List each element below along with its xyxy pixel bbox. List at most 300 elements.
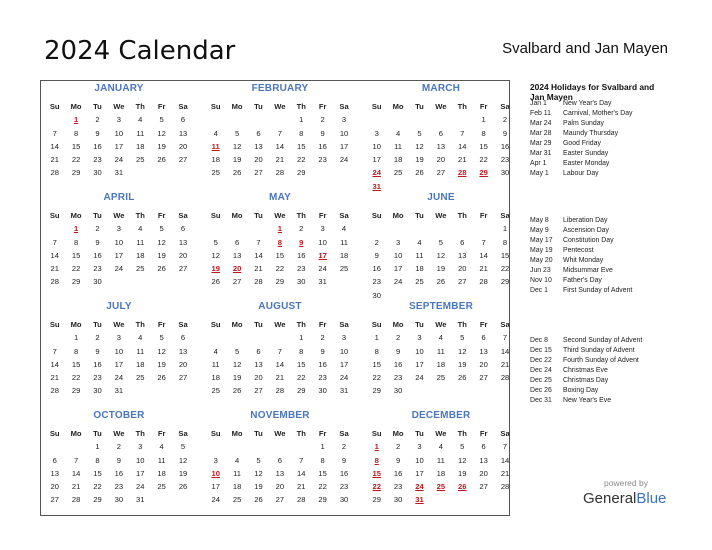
day-cell[interactable]: 18 xyxy=(136,250,145,260)
day-cell[interactable]: 22 xyxy=(71,155,81,165)
day-cell[interactable]: 4 xyxy=(213,346,218,356)
day-cell[interactable]: 23 xyxy=(93,264,102,274)
day-cell[interactable]: 16 xyxy=(339,468,349,478)
day-cell[interactable]: 20 xyxy=(254,373,263,383)
day-cell[interactable]: 4 xyxy=(138,224,143,234)
day-cell[interactable]: 27 xyxy=(178,264,188,274)
day-cell[interactable]: 13 xyxy=(436,141,446,151)
day-cell[interactable]: 21 xyxy=(500,468,510,478)
day-cell[interactable]: 22 xyxy=(297,155,306,165)
holiday-day-cell[interactable]: 31 xyxy=(372,181,381,191)
day-cell[interactable]: 26 xyxy=(157,264,166,274)
day-cell[interactable]: 28 xyxy=(479,277,488,287)
day-cell[interactable]: 17 xyxy=(372,155,381,165)
day-cell[interactable]: 14 xyxy=(500,346,510,356)
day-cell[interactable]: 15 xyxy=(275,250,285,260)
day-cell[interactable]: 5 xyxy=(159,115,164,125)
day-cell[interactable]: 13 xyxy=(254,141,263,151)
day-cell[interactable]: 27 xyxy=(479,482,488,492)
day-cell[interactable]: 20 xyxy=(178,250,188,260)
day-cell[interactable]: 16 xyxy=(93,141,102,151)
day-cell[interactable]: 20 xyxy=(479,468,488,478)
day-cell[interactable]: 29 xyxy=(372,386,381,396)
day-cell[interactable]: 10 xyxy=(114,237,124,247)
day-cell[interactable]: 8 xyxy=(73,237,79,247)
day-cell[interactable]: 3 xyxy=(417,442,422,452)
day-cell[interactable]: 7 xyxy=(502,442,508,452)
day-cell[interactable]: 27 xyxy=(254,386,263,396)
day-cell[interactable]: 5 xyxy=(234,128,240,138)
day-cell[interactable]: 24 xyxy=(114,373,124,383)
day-cell[interactable]: 30 xyxy=(372,290,381,300)
day-cell[interactable]: 25 xyxy=(339,264,349,274)
day-cell[interactable]: 4 xyxy=(438,442,443,452)
holiday-day-cell[interactable]: 8 xyxy=(374,455,379,465)
holiday-day-cell[interactable]: 9 xyxy=(299,237,304,247)
day-cell[interactable]: 16 xyxy=(297,250,306,260)
day-cell[interactable]: 6 xyxy=(438,128,443,138)
day-cell[interactable]: 4 xyxy=(234,455,240,465)
day-cell[interactable]: 6 xyxy=(256,128,261,138)
day-cell[interactable]: 8 xyxy=(73,128,79,138)
day-cell[interactable]: 20 xyxy=(50,482,59,492)
day-cell[interactable]: 10 xyxy=(415,346,424,356)
day-cell[interactable]: 8 xyxy=(481,128,486,138)
day-cell[interactable]: 2 xyxy=(299,224,304,234)
day-cell[interactable]: 8 xyxy=(320,455,325,465)
day-cell[interactable]: 25 xyxy=(436,373,446,383)
day-cell[interactable]: 23 xyxy=(93,155,102,165)
day-cell[interactable]: 17 xyxy=(136,468,145,478)
day-cell[interactable]: 21 xyxy=(297,482,306,492)
day-cell[interactable]: 6 xyxy=(234,237,240,247)
day-cell[interactable]: 14 xyxy=(297,468,306,478)
day-cell[interactable]: 12 xyxy=(232,141,242,151)
day-cell[interactable]: 21 xyxy=(254,264,263,274)
day-cell[interactable]: 26 xyxy=(211,277,220,287)
day-cell[interactable]: 29 xyxy=(71,277,81,287)
day-cell[interactable]: 30 xyxy=(114,495,124,505)
day-cell[interactable]: 28 xyxy=(71,495,81,505)
day-cell[interactable]: 13 xyxy=(178,346,188,356)
day-cell[interactable]: 13 xyxy=(232,250,242,260)
day-cell[interactable]: 2 xyxy=(95,333,100,343)
day-cell[interactable]: 11 xyxy=(211,359,220,369)
day-cell[interactable]: 31 xyxy=(339,386,349,396)
day-cell[interactable]: 22 xyxy=(372,373,381,383)
day-cell[interactable]: 4 xyxy=(395,128,401,138)
day-cell[interactable]: 11 xyxy=(233,468,242,478)
day-cell[interactable]: 30 xyxy=(93,386,102,396)
day-cell[interactable]: 23 xyxy=(500,155,510,165)
day-cell[interactable]: 9 xyxy=(95,237,100,247)
day-cell[interactable]: 18 xyxy=(436,359,446,369)
day-cell[interactable]: 28 xyxy=(50,386,59,396)
day-cell[interactable]: 13 xyxy=(275,468,285,478)
day-cell[interactable]: 25 xyxy=(136,264,145,274)
day-cell[interactable]: 16 xyxy=(393,359,403,369)
day-cell[interactable]: 5 xyxy=(460,442,465,452)
day-cell[interactable]: 28 xyxy=(500,373,510,383)
day-cell[interactable]: 25 xyxy=(211,386,220,396)
day-cell[interactable]: 12 xyxy=(157,346,166,356)
holiday-day-cell[interactable]: 17 xyxy=(318,250,327,260)
day-cell[interactable]: 26 xyxy=(436,277,446,287)
day-cell[interactable]: 9 xyxy=(395,346,401,356)
day-cell[interactable]: 10 xyxy=(339,128,349,138)
day-cell[interactable]: 2 xyxy=(502,115,508,125)
day-cell[interactable]: 27 xyxy=(232,277,242,287)
day-cell[interactable]: 23 xyxy=(393,373,403,383)
day-cell[interactable]: 9 xyxy=(502,128,508,138)
day-cell[interactable]: 27 xyxy=(458,277,467,287)
day-cell[interactable]: 22 xyxy=(479,155,488,165)
day-cell[interactable]: 5 xyxy=(234,346,240,356)
day-cell[interactable]: 3 xyxy=(138,442,143,452)
day-cell[interactable]: 21 xyxy=(50,373,59,383)
day-cell[interactable]: 12 xyxy=(436,250,446,260)
day-cell[interactable]: 4 xyxy=(417,237,422,247)
day-cell[interactable]: 21 xyxy=(275,373,285,383)
day-cell[interactable]: 29 xyxy=(71,386,81,396)
day-cell[interactable]: 25 xyxy=(232,495,242,505)
day-cell[interactable]: 8 xyxy=(299,346,304,356)
day-cell[interactable]: 26 xyxy=(232,168,242,178)
day-cell[interactable]: 1 xyxy=(374,333,379,343)
day-cell[interactable]: 6 xyxy=(481,333,486,343)
day-cell[interactable]: 17 xyxy=(114,359,124,369)
day-cell[interactable]: 7 xyxy=(73,455,79,465)
holiday-day-cell[interactable]: 20 xyxy=(232,264,242,274)
day-cell[interactable]: 3 xyxy=(341,115,347,125)
day-cell[interactable]: 12 xyxy=(157,237,166,247)
day-cell[interactable]: 12 xyxy=(458,455,467,465)
day-cell[interactable]: 6 xyxy=(481,442,486,452)
day-cell[interactable]: 7 xyxy=(277,346,282,356)
day-cell[interactable]: 21 xyxy=(275,155,285,165)
day-cell[interactable]: 22 xyxy=(71,373,81,383)
day-cell[interactable]: 16 xyxy=(93,359,102,369)
day-cell[interactable]: 17 xyxy=(211,482,220,492)
day-cell[interactable]: 26 xyxy=(178,482,188,492)
day-cell[interactable]: 27 xyxy=(254,168,263,178)
day-cell[interactable]: 21 xyxy=(479,264,488,274)
day-cell[interactable]: 14 xyxy=(479,250,488,260)
day-cell[interactable]: 28 xyxy=(275,168,285,178)
day-cell[interactable]: 21 xyxy=(458,155,467,165)
day-cell[interactable]: 24 xyxy=(339,155,349,165)
day-cell[interactable]: 29 xyxy=(297,168,306,178)
holiday-day-cell[interactable]: 31 xyxy=(415,495,424,505)
day-cell[interactable]: 16 xyxy=(372,264,381,274)
day-cell[interactable]: 14 xyxy=(275,359,285,369)
day-cell[interactable]: 2 xyxy=(395,333,401,343)
day-cell[interactable]: 11 xyxy=(340,237,348,247)
day-cell[interactable]: 3 xyxy=(116,115,121,125)
day-cell[interactable]: 30 xyxy=(318,386,327,396)
day-cell[interactable]: 2 xyxy=(95,224,100,234)
day-cell[interactable]: 13 xyxy=(458,250,467,260)
day-cell[interactable]: 18 xyxy=(157,468,166,478)
day-cell[interactable]: 30 xyxy=(339,495,349,505)
day-cell[interactable]: 2 xyxy=(374,237,379,247)
day-cell[interactable]: 26 xyxy=(232,386,242,396)
day-cell[interactable]: 4 xyxy=(138,333,143,343)
day-cell[interactable]: 3 xyxy=(213,455,218,465)
holiday-day-cell[interactable]: 28 xyxy=(458,168,467,178)
day-cell[interactable]: 1 xyxy=(299,115,304,125)
day-cell[interactable]: 11 xyxy=(394,141,403,151)
day-cell[interactable]: 22 xyxy=(318,482,327,492)
day-cell[interactable]: 1 xyxy=(481,115,486,125)
day-cell[interactable]: 12 xyxy=(254,468,263,478)
day-cell[interactable]: 6 xyxy=(180,115,186,125)
day-cell[interactable]: 14 xyxy=(50,359,59,369)
day-cell[interactable]: 18 xyxy=(211,155,220,165)
day-cell[interactable]: 16 xyxy=(114,468,124,478)
day-cell[interactable]: 28 xyxy=(254,277,263,287)
day-cell[interactable]: 31 xyxy=(114,386,124,396)
holiday-day-cell[interactable]: 1 xyxy=(374,442,379,452)
day-cell[interactable]: 28 xyxy=(500,482,510,492)
day-cell[interactable]: 20 xyxy=(458,264,467,274)
day-cell[interactable]: 13 xyxy=(50,468,59,478)
day-cell[interactable]: 19 xyxy=(232,155,242,165)
day-cell[interactable]: 30 xyxy=(93,168,102,178)
day-cell[interactable]: 15 xyxy=(71,359,81,369)
day-cell[interactable]: 15 xyxy=(479,141,488,151)
holiday-day-cell[interactable]: 1 xyxy=(277,224,282,234)
day-cell[interactable]: 7 xyxy=(52,346,57,356)
day-cell[interactable]: 27 xyxy=(436,168,446,178)
day-cell[interactable]: 10 xyxy=(339,346,349,356)
day-cell[interactable]: 19 xyxy=(458,359,467,369)
day-cell[interactable]: 22 xyxy=(297,373,306,383)
day-cell[interactable]: 24 xyxy=(339,373,349,383)
day-cell[interactable]: 10 xyxy=(114,346,124,356)
day-cell[interactable]: 19 xyxy=(157,359,166,369)
day-cell[interactable]: 14 xyxy=(50,250,59,260)
day-cell[interactable]: 29 xyxy=(318,495,327,505)
day-cell[interactable]: 7 xyxy=(481,237,486,247)
day-cell[interactable]: 27 xyxy=(275,495,285,505)
day-cell[interactable]: 21 xyxy=(50,264,59,274)
day-cell[interactable]: 11 xyxy=(136,346,145,356)
day-cell[interactable]: 6 xyxy=(256,346,261,356)
day-cell[interactable]: 23 xyxy=(339,482,349,492)
day-cell[interactable]: 6 xyxy=(180,333,186,343)
day-cell[interactable]: 7 xyxy=(52,128,57,138)
day-cell[interactable]: 9 xyxy=(95,346,100,356)
day-cell[interactable]: 30 xyxy=(393,495,403,505)
day-cell[interactable]: 15 xyxy=(71,250,81,260)
day-cell[interactable]: 5 xyxy=(460,333,465,343)
holiday-day-cell[interactable]: 15 xyxy=(372,468,381,478)
day-cell[interactable]: 17 xyxy=(114,141,124,151)
day-cell[interactable]: 9 xyxy=(341,455,347,465)
day-cell[interactable]: 24 xyxy=(318,264,327,274)
day-cell[interactable]: 3 xyxy=(320,224,325,234)
day-cell[interactable]: 28 xyxy=(50,168,59,178)
day-cell[interactable]: 8 xyxy=(374,346,379,356)
day-cell[interactable]: 27 xyxy=(178,155,188,165)
day-cell[interactable]: 26 xyxy=(157,155,166,165)
holiday-day-cell[interactable]: 10 xyxy=(211,468,220,478)
day-cell[interactable]: 12 xyxy=(415,141,424,151)
day-cell[interactable]: 26 xyxy=(157,373,166,383)
day-cell[interactable]: 19 xyxy=(458,468,467,478)
day-cell[interactable]: 7 xyxy=(299,455,304,465)
day-cell[interactable]: 29 xyxy=(297,386,306,396)
day-cell[interactable]: 22 xyxy=(93,482,102,492)
day-cell[interactable]: 25 xyxy=(211,168,220,178)
day-cell[interactable]: 11 xyxy=(136,128,145,138)
day-cell[interactable]: 19 xyxy=(436,264,446,274)
day-cell[interactable]: 7 xyxy=(502,333,508,343)
day-cell[interactable]: 21 xyxy=(500,359,510,369)
day-cell[interactable]: 21 xyxy=(71,482,81,492)
day-cell[interactable]: 29 xyxy=(500,277,510,287)
day-cell[interactable]: 5 xyxy=(417,128,422,138)
day-cell[interactable]: 30 xyxy=(500,168,510,178)
day-cell[interactable]: 1 xyxy=(299,333,304,343)
day-cell[interactable]: 22 xyxy=(275,264,285,274)
day-cell[interactable]: 27 xyxy=(479,373,488,383)
day-cell[interactable]: 7 xyxy=(256,237,261,247)
day-cell[interactable]: 31 xyxy=(136,495,145,505)
day-cell[interactable]: 6 xyxy=(180,224,186,234)
day-cell[interactable]: 12 xyxy=(458,346,467,356)
day-cell[interactable]: 20 xyxy=(254,155,263,165)
holiday-day-cell[interactable]: 24 xyxy=(372,168,381,178)
holiday-day-cell[interactable]: 1 xyxy=(73,115,79,125)
day-cell[interactable]: 4 xyxy=(138,115,143,125)
day-cell[interactable]: 8 xyxy=(73,346,79,356)
holiday-day-cell[interactable]: 25 xyxy=(436,482,446,492)
day-cell[interactable]: 20 xyxy=(479,359,488,369)
day-cell[interactable]: 2 xyxy=(320,115,325,125)
day-cell[interactable]: 9 xyxy=(320,128,325,138)
day-cell[interactable]: 18 xyxy=(136,141,145,151)
holiday-day-cell[interactable]: 26 xyxy=(458,482,467,492)
day-cell[interactable]: 14 xyxy=(458,141,467,151)
holiday-day-cell[interactable]: 19 xyxy=(211,264,220,274)
day-cell[interactable]: 3 xyxy=(341,333,347,343)
day-cell[interactable]: 14 xyxy=(71,468,81,478)
day-cell[interactable]: 20 xyxy=(275,482,285,492)
day-cell[interactable]: 9 xyxy=(116,455,121,465)
day-cell[interactable]: 22 xyxy=(71,264,81,274)
day-cell[interactable]: 5 xyxy=(159,224,164,234)
day-cell[interactable]: 18 xyxy=(232,482,242,492)
day-cell[interactable]: 19 xyxy=(178,468,188,478)
day-cell[interactable]: 13 xyxy=(254,359,263,369)
day-cell[interactable]: 22 xyxy=(500,264,510,274)
day-cell[interactable]: 20 xyxy=(178,141,188,151)
day-cell[interactable]: 30 xyxy=(93,277,102,287)
day-cell[interactable]: 24 xyxy=(114,264,124,274)
day-cell[interactable]: 9 xyxy=(95,128,100,138)
day-cell[interactable]: 9 xyxy=(374,250,379,260)
day-cell[interactable]: 24 xyxy=(415,373,424,383)
day-cell[interactable]: 2 xyxy=(95,115,100,125)
day-cell[interactable]: 30 xyxy=(297,277,306,287)
day-cell[interactable]: 11 xyxy=(436,346,445,356)
holiday-day-cell[interactable]: 11 xyxy=(211,141,220,151)
day-cell[interactable]: 13 xyxy=(178,128,188,138)
day-cell[interactable]: 14 xyxy=(275,141,285,151)
day-cell[interactable]: 10 xyxy=(415,455,424,465)
day-cell[interactable]: 11 xyxy=(436,455,445,465)
day-cell[interactable]: 24 xyxy=(136,482,145,492)
day-cell[interactable]: 10 xyxy=(372,141,381,151)
day-cell[interactable]: 10 xyxy=(318,237,327,247)
day-cell[interactable]: 18 xyxy=(393,155,403,165)
day-cell[interactable]: 23 xyxy=(318,373,327,383)
day-cell[interactable]: 26 xyxy=(458,373,467,383)
day-cell[interactable]: 23 xyxy=(297,264,306,274)
day-cell[interactable]: 3 xyxy=(116,333,121,343)
day-cell[interactable]: 15 xyxy=(500,250,510,260)
day-cell[interactable]: 18 xyxy=(436,468,446,478)
day-cell[interactable]: 25 xyxy=(157,482,166,492)
day-cell[interactable]: 21 xyxy=(50,155,59,165)
day-cell[interactable]: 29 xyxy=(71,168,81,178)
day-cell[interactable]: 11 xyxy=(136,237,145,247)
day-cell[interactable]: 14 xyxy=(500,455,510,465)
day-cell[interactable]: 11 xyxy=(157,455,166,465)
day-cell[interactable]: 29 xyxy=(372,495,381,505)
day-cell[interactable]: 25 xyxy=(136,155,145,165)
day-cell[interactable]: 17 xyxy=(339,141,349,151)
generalblue-logo[interactable] xyxy=(583,490,666,507)
day-cell[interactable]: 7 xyxy=(277,128,282,138)
day-cell[interactable]: 28 xyxy=(275,386,285,396)
day-cell[interactable]: 31 xyxy=(318,277,327,287)
day-cell[interactable]: 1 xyxy=(95,442,100,452)
day-cell[interactable]: 2 xyxy=(320,333,325,343)
day-cell[interactable]: 1 xyxy=(320,442,325,452)
day-cell[interactable]: 16 xyxy=(500,141,510,151)
day-cell[interactable]: 23 xyxy=(372,277,381,287)
day-cell[interactable]: 17 xyxy=(393,264,403,274)
day-cell[interactable]: 12 xyxy=(211,250,220,260)
day-cell[interactable]: 28 xyxy=(297,495,306,505)
holiday-day-cell[interactable]: 24 xyxy=(415,482,424,492)
day-cell[interactable]: 7 xyxy=(460,128,465,138)
day-cell[interactable]: 8 xyxy=(502,237,508,247)
day-cell[interactable]: 25 xyxy=(393,168,403,178)
day-cell[interactable]: 27 xyxy=(50,495,59,505)
day-cell[interactable]: 6 xyxy=(277,455,282,465)
day-cell[interactable]: 24 xyxy=(393,277,403,287)
day-cell[interactable]: 3 xyxy=(417,333,422,343)
day-cell[interactable]: 19 xyxy=(254,482,263,492)
holiday-day-cell[interactable]: 1 xyxy=(73,224,79,234)
day-cell[interactable]: 18 xyxy=(415,264,424,274)
day-cell[interactable]: 7 xyxy=(52,237,57,247)
day-cell[interactable]: 28 xyxy=(50,277,59,287)
day-cell[interactable]: 23 xyxy=(393,482,403,492)
day-cell[interactable]: 16 xyxy=(393,468,403,478)
day-cell[interactable]: 11 xyxy=(415,250,424,260)
day-cell[interactable]: 2 xyxy=(341,442,347,452)
day-cell[interactable]: 24 xyxy=(211,495,220,505)
day-cell[interactable]: 23 xyxy=(114,482,124,492)
day-cell[interactable]: 4 xyxy=(213,128,218,138)
day-cell[interactable]: 17 xyxy=(114,250,124,260)
day-cell[interactable]: 13 xyxy=(178,237,188,247)
